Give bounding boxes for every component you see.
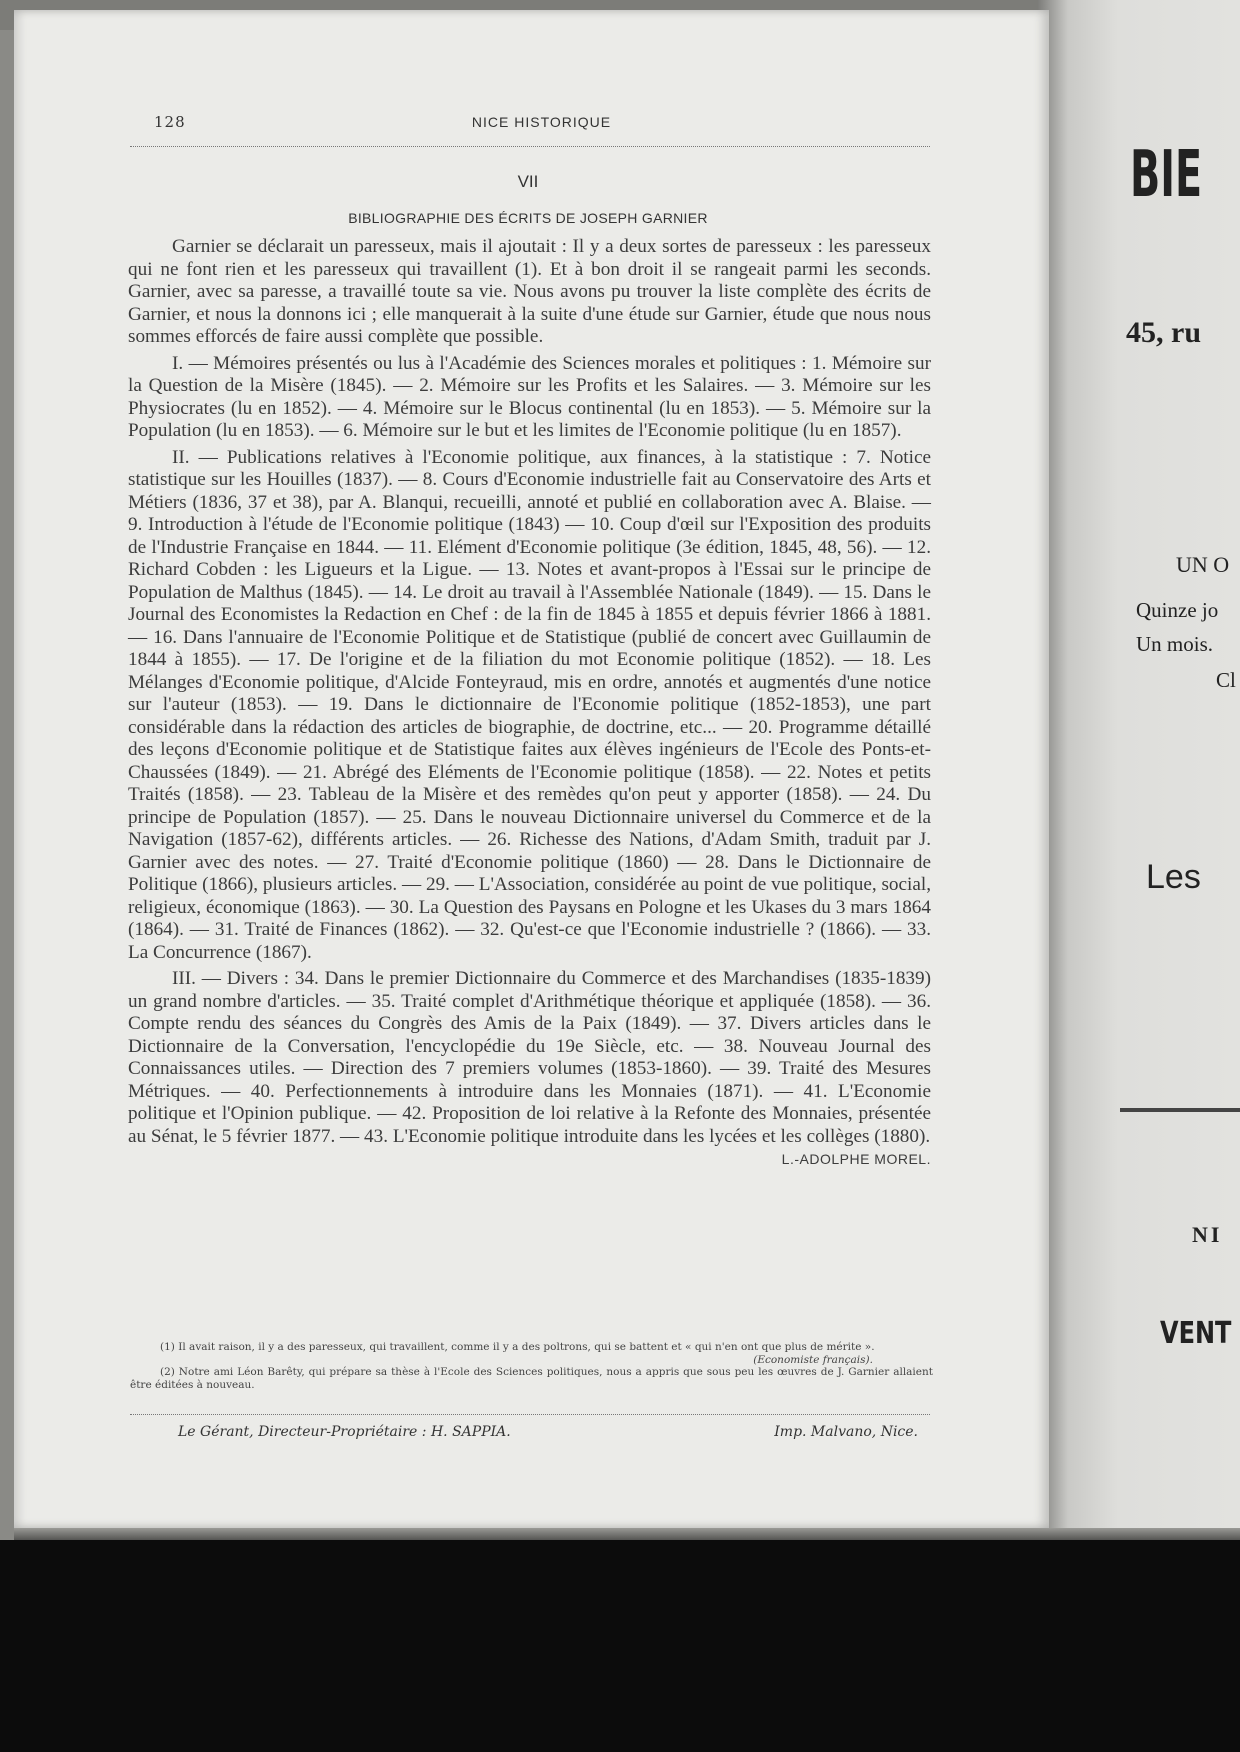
facing-page-text: VENT — [1160, 1316, 1232, 1351]
running-title: NICE HISTORIQUE — [471, 114, 612, 130]
footnote — [130, 1341, 933, 1366]
facing-page-rule — [1120, 1108, 1240, 1112]
footnote-citation: (Economiste français). — [753, 1353, 873, 1366]
facing-page-address: 45, ru — [1126, 316, 1201, 349]
section-title: BIBLIOGRAPHIE DES ÉCRITS DE JOSEPH GARNIER — [348, 210, 708, 226]
footnote-text: (1) Il avait raison, il y a des paresseux, qui travaillent, comme il y a des poltrons, qui se battent et « qui n'en ont que plus de mérite ». — [160, 1341, 875, 1353]
header-rule — [130, 146, 930, 147]
facing-page-text: Un mois. — [1136, 632, 1214, 656]
author-signature: L.-ADOLPHE MOREL. — [781, 1151, 931, 1167]
page-number: 128 — [154, 113, 186, 131]
facing-page-text: Les — [1146, 858, 1201, 896]
paragraph-divers: III. — Divers : 34. Dans le premier Dictionnaire du Commerce et des Marchandises (1835-1839) un grand nombre d'articles. — 35. Traité complet d'Arithmétique théorique et appliquée (1858). — 36. Compte rendu des séances du Congrès des Amis de la Paix (1849). — 37. Divers articles dans le Dictionnaire de la Conversation, l'encyclopédie du 19e Siècle, etc. — 38. Nouveau Journal des Connaissances utiles. — Direction des 7 premiers volumes (1853-1860). — 39. Traité des Mesures Métriques. — 40. Perfectionnements à introduire dans les Monnaies (1871). — 41. L'Economie politique et l'Opinion publique. — 42. Proposition de loi relative à la Refonte des Monnaies, présentée au Sénat, le 5 février 1877. — 43. L'Economie politique introduite dans les lycées et les collèges (1880). — [128, 968, 931, 1147]
facing-page-text: Cl — [1216, 668, 1236, 692]
paragraph-publications: II. — Publications relatives à l'Economie politique, aux finances, à la statistique : 7. Notice statistique sur les Houilles (1837). — 8. Cours d'Economie industrielle fait au Conservatoire des Arts et Métiers (1836, 37 et 38), par A. Blanqui, recueilli, annoté et publié en collaboration avec A. Blaise. — 9. Introduction à l'étude de l'Economie politique (1843) — 10. Coup d'œil sur l'Exposition des produits de l'Industrie Française en 1844. — 11. Elément d'Economie politique (3e édition, 1845, 48, 56). — 12. Richard Cobden : les Ligueurs et la Ligue. — 13. Notes et avant-propos à l'Essai sur le principe de Population de Malthus (1845). — 14. Le droit au travail à l'Assemblée Nationale (1849). — 15. Dans le Journal des Economistes la Redaction en Chef : de la fin de 1845 à 1855 et depuis février 1866 à 1881. — 16. Dans l'annuaire de l'Economie Politique et de Statistique (publié de concert avec Guillaumin de 1844 à 1855). — 17. De l'origine et de la filiation du mot Economie politique (1852). — 18. Les Mélanges d'Economie politique, d'Alcide Fonteyraud, mis en ordre, annotés et augmentés d'une notice sur l'auteur (1853). — 19. Dans le dictionnaire de l'Economie politique (1852-1853), une part considérable dans la rédaction des articles de biographie, de doctrine, etc... — 20. Programme détaillé des leçons d'Economie politique et de Statistique faites aux élèves ingénieurs de l'Ecole des Ponts-et-Chaussées (1849). — 21. Abrégé des Eléments de l'Economie politique (1858). — 22. Notes et petits Traités (1858). — 23. Tableau de la Misère et des remèdes qu'on peut y apporter (1858). — 24. Du principe de Population (1857). — 25. Dans le nouveau Dictionnaire universel du Commerce et de la Navigation (1857-62), différents articles. — 26. Richesse des Nations, d'Adam Smith, traduit par J. Garnier avec des notes. — 27. Traité d'Economie politique (1860) — 28. Dans le Dictionnaire de Politique (1866), plusieurs articles. — 29. — L'Association, considérée au point de vue politique, social, religieux, économique (1863). — 30. La Question des Paysans en Pologne et les Ukases du 3 mars 1864 (1864). — 31. Traité de Finances (1862). — 32. Qu'est-ce que l'Economie industrielle ? (1866). — 33. La Concurrence (1867). — [128, 446, 931, 963]
facing-page-heading: BIE — [1130, 138, 1203, 212]
scan-background-bottom — [0, 1540, 1240, 1752]
paragraph-memoires: I. — Mémoires présentés ou lus à l'Académie des Sciences morales et politiques : 1. Mémoire sur la Question de la Misère (1845). — 2. Mémoire sur les Profits et les Salaires. — 3. Mémoire sur les Physiocrates (lu en 1852). — 4. Mémoire sur le Blocus continental (lu en 1853). — 5. Mémoire sur la Population (lu en 1853). — 6. Mémoire sur le but et les limites de l'Economie politique (lu en 1857). — [128, 352, 931, 441]
footer-printer: Imp. Malvano, Nice. — [774, 1424, 918, 1440]
facing-page-text: UN O — [1176, 552, 1230, 577]
article-body — [128, 236, 931, 1171]
footnote — [130, 1366, 933, 1391]
paragraph-intro: Garnier se déclarait un paresseux, mais il ajoutait : Il y a deux sortes de paresseux : les paresseux qui ne font rien et les paresseux qui travaillent (1). Et à bon droit il se rangeait parmi les seconds. Garnier, avec sa paresse, a travaillé toute sa vie. Nous avons pu trouver la liste complète des écrits de Garnier, et nous la donnons ici ; elle manquerait à la suite d'une étude sur Garnier, étude que nous nous sommes efforcés de faire aussi complète que possible. — [128, 236, 931, 347]
footer-rule — [130, 1414, 930, 1415]
facing-page-text: Quinze jo — [1136, 598, 1219, 622]
facing-page-text: NI — [1192, 1222, 1223, 1247]
page-header — [154, 113, 929, 139]
section-number: VII — [517, 172, 539, 191]
footnotes — [130, 1341, 933, 1394]
footer-publisher: Le Gérant, Directeur-Propriétaire : H. SAPPIA. — [178, 1424, 511, 1440]
footnote-text: (2) Notre ami Léon Barêty, qui prépare sa thèse à l'Ecole des Sciences politiques, nous a appris que sous peu les œuvres de J. Garnier allaient être éditées à nouveau. — [130, 1366, 933, 1391]
facing-page — [1038, 0, 1240, 1545]
